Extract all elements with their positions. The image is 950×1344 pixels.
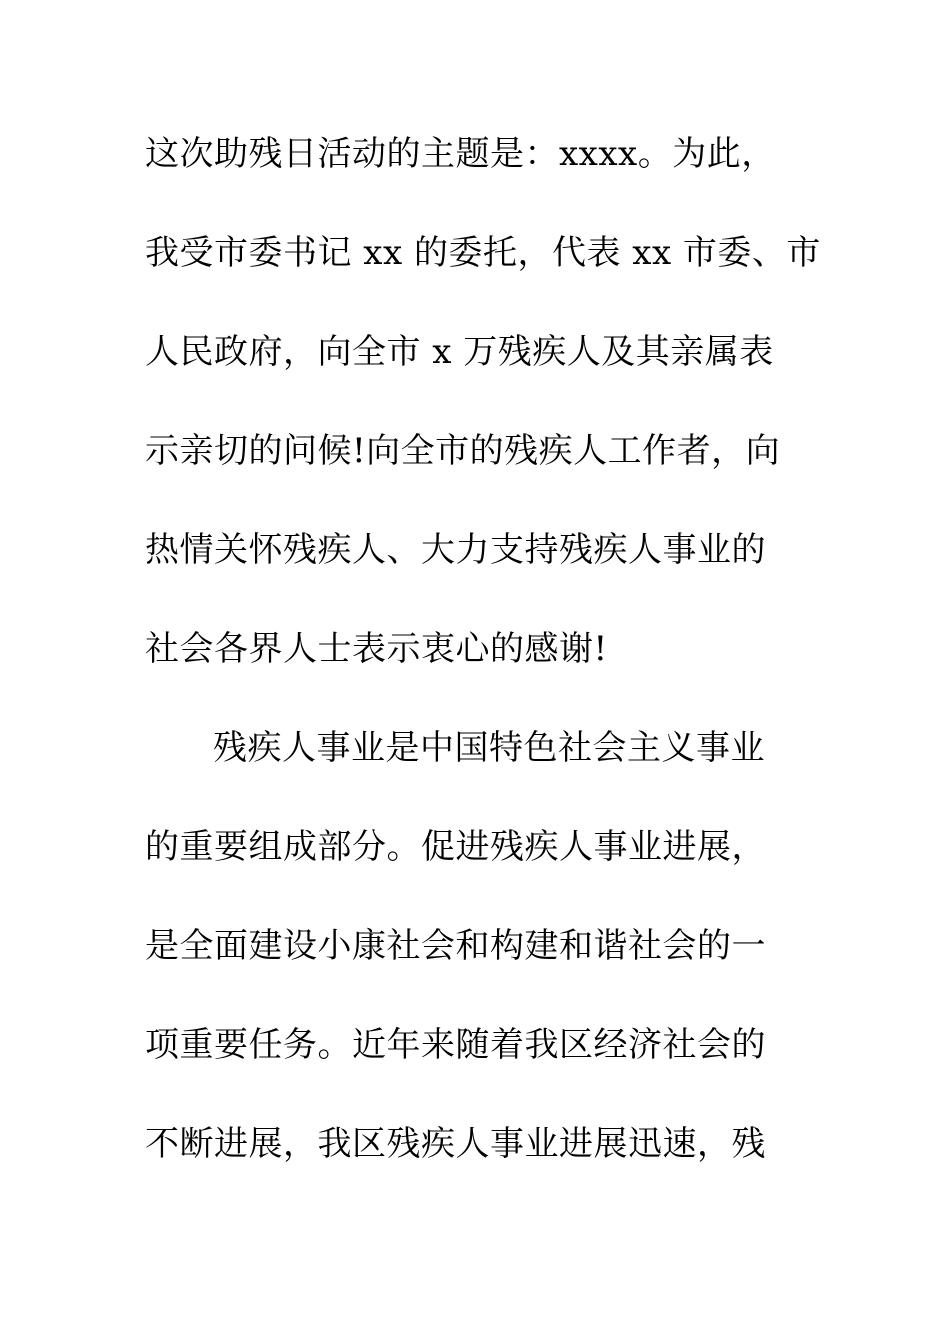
text-line: 不断进展，我区残疾人事业进展迅速，残 bbox=[145, 1124, 766, 1164]
text-line: 是全面建设小康社会和构建和谐社会的一 bbox=[145, 926, 766, 966]
text-line: 社会各界人士表示衷心的感谢! bbox=[145, 629, 608, 669]
text-line: 热情关怀残疾人、大力支持残疾人事业的 bbox=[145, 530, 766, 570]
text-line: 项重要任务。近年来随着我区经济社会的 bbox=[145, 1025, 766, 1065]
text-line: 的重要组成部分。促进残疾人事业进展， bbox=[145, 827, 766, 867]
text-line: 人民政府，向全市 x 万残疾人及其亲属表 bbox=[145, 332, 774, 372]
text-line: 我受市委书记 xx 的委托，代表 xx 市委、市 bbox=[145, 233, 821, 273]
text-line: 示亲切的问候!向全市的残疾人工作者，向 bbox=[145, 431, 781, 471]
text-line: 这次助残日活动的主题是：xxxx。为此， bbox=[145, 134, 776, 174]
paragraph-first-line: 残疾人事业是中国特色社会主义事业 bbox=[213, 728, 765, 768]
